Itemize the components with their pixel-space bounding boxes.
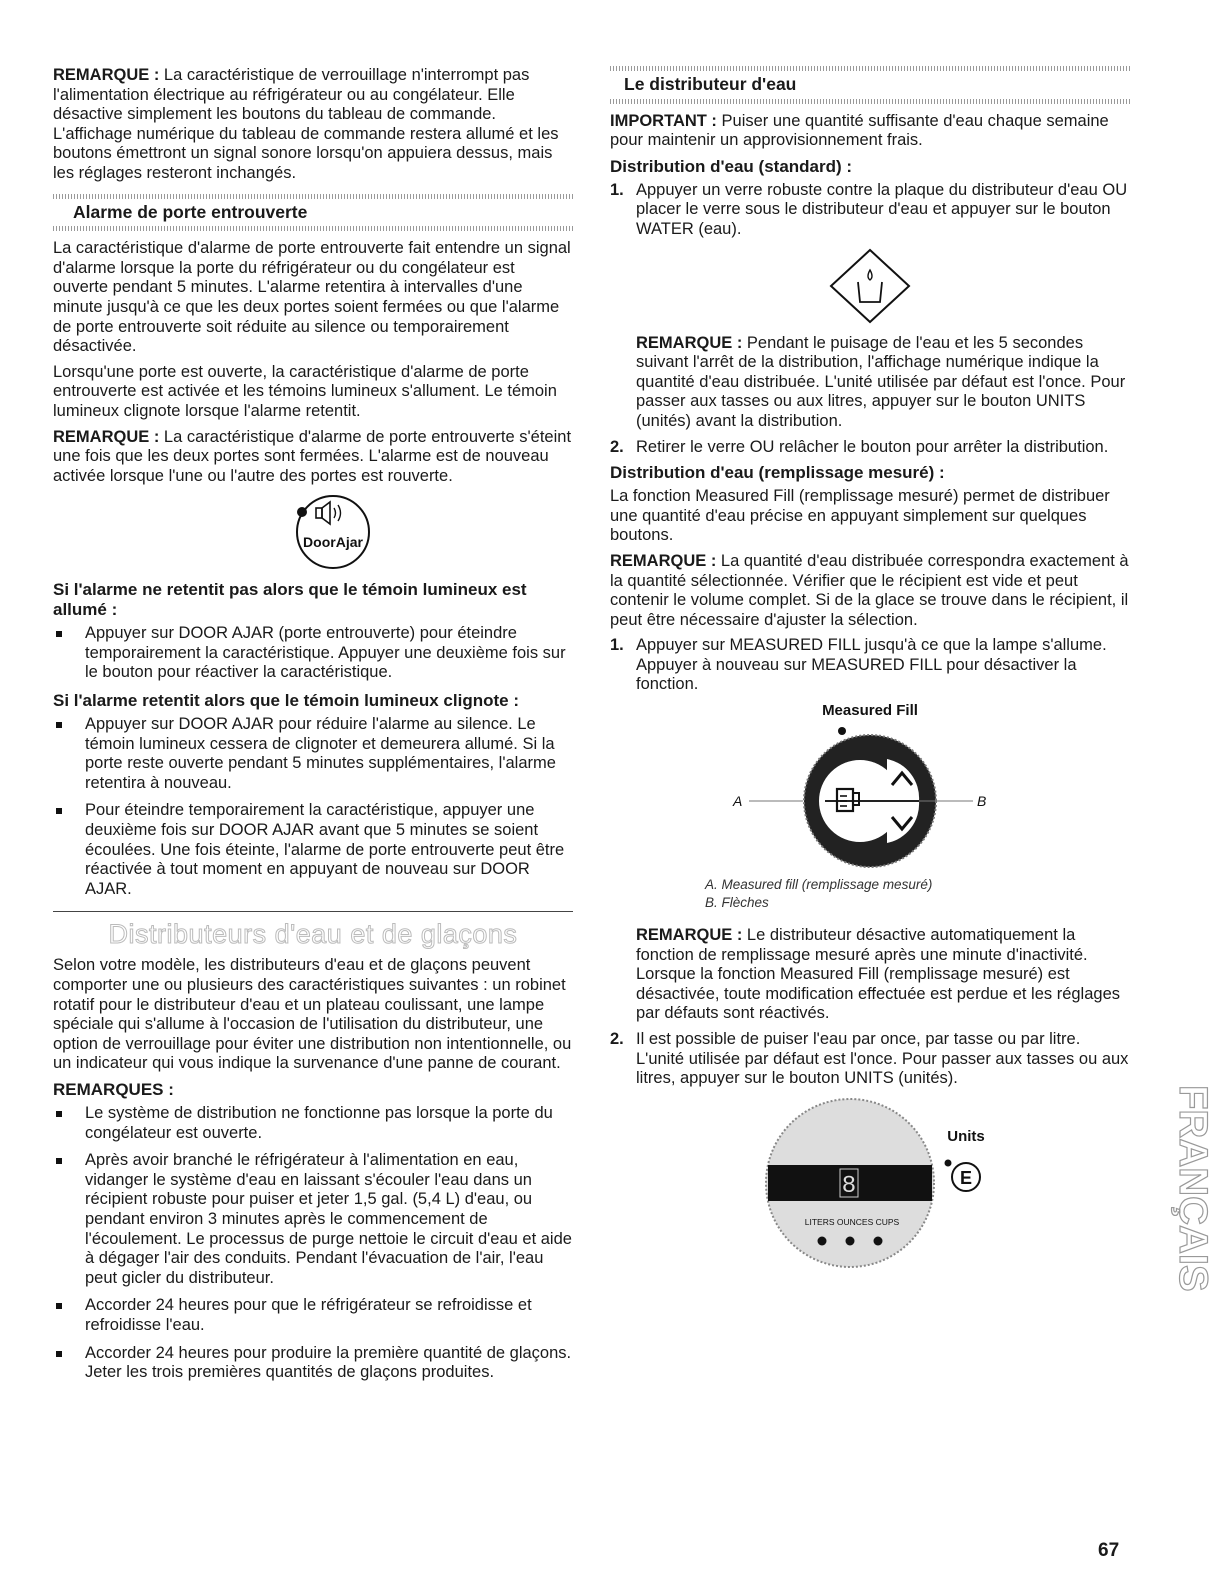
section-rule bbox=[610, 99, 1130, 104]
measured-fill-figure bbox=[610, 701, 1130, 876]
list-item: Pour éteindre temporairement la caractéristique, appuyer une deuxième fois sur DOOR AJAR avant que 5 minutes se soient écoulées. Une fois éteinte, l'alarme de porte entrouverte peut être réactivée à tout moment en appuyant de nouveau sur DOOR AJAR. bbox=[53, 801, 573, 899]
figure-caption-a: A. Measured fill (remplissage mesuré) bbox=[705, 877, 933, 893]
list-item: 2. Retirer le verre OU relâcher le bouton pour arrêter la distribution. bbox=[610, 437, 1109, 456]
water-figure bbox=[610, 246, 1130, 326]
section-divider bbox=[53, 911, 573, 912]
list-item: 2. Il est possible de puiser l'eau par once, par tasse ou par litre. L'unité utilisée par défaut est l'once. Pour passer aux tasses ou aux litres, appuyer sur le bouton UNITS (unités). bbox=[610, 1030, 1129, 1088]
measured-fill-heading: Distribution d'eau (remplissage mesuré) : bbox=[610, 463, 945, 483]
standard-steps bbox=[610, 181, 1130, 240]
list-item: Accorder 24 heures pour produire la première quantité de glaçons. Jeter les trois premières quantités de glaçons produites. bbox=[53, 1344, 573, 1383]
left-column bbox=[53, 66, 573, 1391]
svg-text:FRANÇAIS: FRANÇAIS bbox=[1171, 1085, 1215, 1292]
side-tab-graphic bbox=[1150, 1080, 1215, 1340]
important-note: IMPORTANT : Puiser une quantité suffisante d'eau chaque semaine pour maintenir un approvisionnement frais. bbox=[610, 111, 1109, 150]
measured-fill-steps-2 bbox=[610, 1030, 1130, 1089]
list-item: Accorder 24 heures pour que le réfrigérateur se refroidisse et refroidisse l'eau. bbox=[53, 1296, 573, 1335]
lock-note: REMARQUE : La caractéristique de verrouillage n'interrompt pas l'alimentation électrique au réfrigérateur ou au congélateur. Elle désactive simplement les boutons du tableau de commande. L'affichage numérique du tableau de commande restera allumé et les boutons émettront un signal sonore lorsqu'on appuiera dessus, mais les réglages resteront inchangés. bbox=[53, 66, 559, 182]
measured-fill-intro: La fonction Measured Fill (remplissage mesuré) permet de distribuer une quantité d'eau précise en appuyant simplement sur quelques boutons. bbox=[610, 487, 1110, 545]
standard-heading: Distribution d'eau (standard) : bbox=[610, 156, 853, 176]
list-item: 1. Appuyer sur MEASURED FILL jusqu'à ce que la lampe s'allume. Appuyer à nouveau sur MEASURED FILL pour désactiver la fonction. bbox=[610, 636, 1107, 694]
figure-caption-b: B. Flèches bbox=[705, 895, 769, 911]
case2-list bbox=[53, 715, 573, 899]
svg-text:8: 8 bbox=[841, 1172, 857, 1200]
water-drop-icon bbox=[825, 246, 915, 326]
water-dispenser-heading: Le distributeur d'eau bbox=[624, 74, 797, 94]
case2-heading: Si l'alarme retentit alors que le témoin lumineux clignote : bbox=[53, 691, 519, 711]
remarques-list bbox=[53, 1104, 573, 1383]
measured-fill-steps bbox=[610, 636, 1130, 695]
list-item: Appuyer sur DOOR AJAR (porte entrouverte) pour éteindre temporairement la caractéristique. Appuyer une deuxième fois sur le bouton pour réactiver la caractéristique. bbox=[53, 624, 573, 683]
door-ajar-heading: Alarme de porte entrouverte bbox=[73, 201, 308, 222]
units-figure bbox=[610, 1095, 1130, 1270]
units-display-icon bbox=[740, 1095, 1000, 1270]
svg-text:LITERS OUNCES CUPS: LITERS OUNCES CUPS bbox=[804, 1216, 900, 1227]
dispensers-intro: Selon votre modèle, les distributeurs d'eau et de glaçons peuvent comporter une ou plusieurs des caractéristiques suivantes : un robinet rotatif pour le distributeur d'eau et un plateau coulissant, une lampe spéciale qui s'allume à l'occasion de l'utilisation du distributeur, une option de verrouillage pour éviter une distribution non intentionnelle, ou un indicateur qui vous indique la survenance d'une panne de courant. bbox=[53, 956, 572, 1073]
measured-fill-note: REMARQUE : La quantité d'eau distribuée correspondra exactement à la quantité sélectionnée. Vérifier que le récipient est vide et peut contenir le volume complet. Si de la glace se trouve dans le récipient, il peut être nécessaire d'ajuster la sélection. bbox=[610, 551, 1129, 629]
svg-text:A: A bbox=[733, 793, 743, 810]
case1-heading: Si l'alarme ne retentit pas alors que le témoin lumineux est allumé : bbox=[53, 580, 527, 620]
svg-text:B: B bbox=[977, 793, 987, 810]
svg-text:E: E bbox=[959, 1167, 973, 1188]
list-item: Après avoir branché le réfrigérateur à l'alimentation en eau, vidanger le système d'eau en laissant s'écouler l'eau dans un récipient robuste pour puiser et jeter 1,5 gal. (5,4 L) d'eau, ou pendant environ 3 minutes après le commencement de l'écoulement. Le processus de purge nettoie le circuit d'eau et aide à dégager l'air des conduits. Pendant l'évacuation de l'air, l'eau peut gicler du distributeur. bbox=[53, 1151, 573, 1288]
svg-text:DoorAjar: DoorAjar bbox=[303, 534, 363, 551]
list-item: 1. Appuyer un verre robuste contre la plaque du distributeur d'eau OU placer le verre sous le distributeur d'eau et appuyer sur le bouton WATER (eau). bbox=[610, 180, 1128, 238]
list-item: Appuyer sur DOOR AJAR pour réduire l'alarme au silence. Le témoin lumineux cessera de clignoter et demeurera allumé. Si la porte reste ouverte pendant 5 minutes supplémentaires, l'alarme retentira à nouveau. bbox=[53, 715, 573, 793]
standard-steps-2 bbox=[610, 438, 1130, 458]
measured-fill-note-2: REMARQUE : Le distributeur désactive automatiquement la fonction de remplissage mesuré après une minute d'inactivité. Lorsque la fonction Measured Fill (remplissage mesuré) est désactivée, toute modification effectuée est perdue et les réglages par défauts sont réactivés. bbox=[636, 926, 1121, 1023]
svg-text:Units: Units bbox=[947, 1127, 985, 1145]
door-ajar-paragraph-1: La caractéristique d'alarme de porte entrouverte fait entendre un signal d'alarme lorsque la porte du réfrigérateur ou du congélateur est ouverte pendant 5 minutes. L'alarme retentira à intervalles d'une minute jusqu'à ce que les deux portes soient fermées ou que l'alarme de porte entrouverte soit réduite au silence ou temporairement désactivée. bbox=[53, 239, 571, 356]
measured-fill-dial-icon bbox=[705, 701, 1035, 876]
door-ajar-paragraph-2: Lorsqu'une porte est ouverte, la caractéristique d'alarme de porte entrouverte est activée et les témoins lumineux s'allument. Le témoin lumineux clignote lorsque l'alarme retentit. bbox=[53, 362, 557, 420]
language-side-tab bbox=[1150, 1080, 1215, 1340]
right-column bbox=[610, 66, 1130, 1270]
door-ajar-figure bbox=[93, 494, 573, 574]
door-ajar-icon bbox=[278, 494, 388, 574]
standard-note: REMARQUE : Pendant le puisage de l'eau et les 5 secondes suivant l'arrêt de la distribution, l'affichage numérique indique la quantité d'eau distribuée. L'unité utilisée par défaut est l'once. Pour passer aux tasses ou aux litres, appuyer sur le bouton UNITS (unités) avant la distribution. bbox=[636, 333, 1126, 430]
door-ajar-note: REMARQUE : La caractéristique d'alarme de porte entrouverte s'éteint une fois que les deux portes sont fermées. L'alarme est de nouveau activée lorsque l'une ou l'autre des portes est rouverte. bbox=[53, 427, 572, 485]
case1-list bbox=[53, 624, 573, 683]
list-item: Le système de distribution ne fonctionne pas lorsque la porte du congélateur est ouverte. bbox=[53, 1104, 573, 1143]
section-rule bbox=[53, 226, 573, 231]
svg-text:Measured Fill: Measured Fill bbox=[822, 702, 918, 720]
page-number: 67 bbox=[1098, 1540, 1120, 1561]
remarques-label: REMARQUES : bbox=[53, 1079, 174, 1099]
dispensers-section-title: Distributeurs d'eau et de glaçons bbox=[108, 919, 518, 950]
